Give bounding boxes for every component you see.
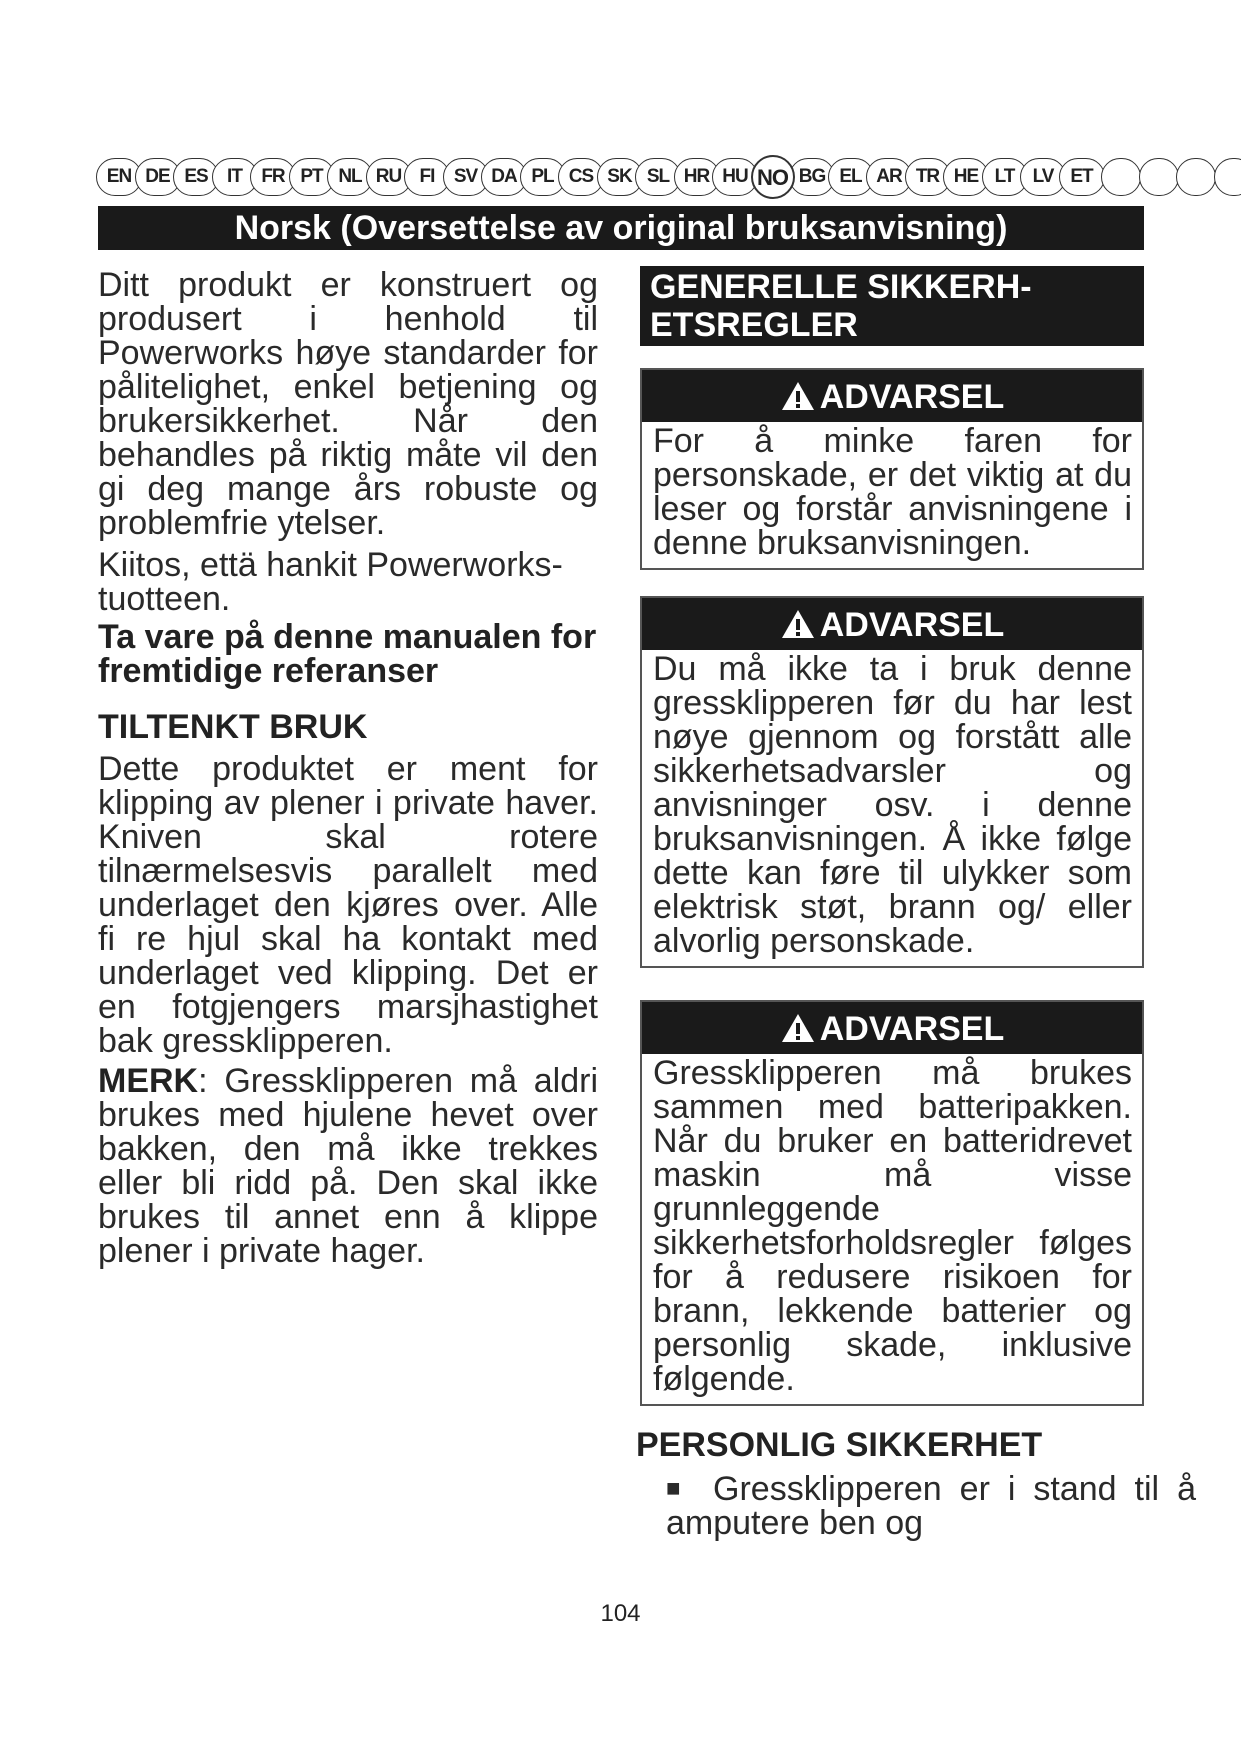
warning-triangle-icon <box>780 1012 816 1044</box>
language-tab-empty <box>1176 158 1216 196</box>
language-tab-el[interactable]: EL <box>828 158 874 196</box>
thanks-paragraph: Kiitos, että hankit Powerworks-tuotteen. <box>98 546 563 618</box>
language-tab-tr[interactable]: TR <box>905 158 951 196</box>
warning-label: ADVARSEL <box>819 606 1005 644</box>
bullet-text: Gressklipperen er i stand til å amputere ben og <box>666 1470 1196 1542</box>
warning-box-1 <box>640 368 1144 570</box>
language-tab-es[interactable]: ES <box>173 158 219 196</box>
note-text: : Gressklipperen må aldri brukes med hjulene hevet over bakken, den må ikke trekkes eller bli ridd på. Den skal ikke brukes til annet enn å klippe plener i private hager. <box>98 1062 598 1270</box>
language-tab-fr[interactable]: FR <box>250 158 296 196</box>
language-tab-ru[interactable]: RU <box>366 158 412 196</box>
warning-triangle-icon <box>780 608 816 640</box>
square-bullet-icon: ■ <box>666 1475 690 1502</box>
language-tab-hu[interactable]: HU <box>712 158 758 196</box>
warning-triangle-icon <box>780 380 816 412</box>
language-tab-fi[interactable]: FI <box>404 158 450 196</box>
general-safety-heading <box>640 266 1144 346</box>
language-tab-he[interactable]: HE <box>943 158 989 196</box>
language-tab-it[interactable]: IT <box>212 158 258 196</box>
intro-paragraph: Ditt produkt er konstruert og produsert i henhold til Powerworks høye standarder for pålitelighet, enkel betjening og brukersikkerhet. Når den behandles på riktig måte vil den gi deg mange års robuste og problemfrie ytelser. <box>98 266 598 542</box>
warning-text-3: Gressklipperen må brukes sammen med batteripakken. Når du bruker en batteridrevet maskin må visse grunnleggende sikkerhetsforholdsregler følges for å redusere risikoen for brann, lekkende batterier og personlig skade, inklusive følgende. <box>653 1054 1132 1398</box>
personal-safety-heading: PERSONLIG SIKKERHET <box>636 1426 1043 1464</box>
warning-text-1: For å minke faren for personskade, er det viktig at du leser og forstår anvisningene i denne bruksanvisningen. <box>653 422 1132 562</box>
language-tab-ar[interactable]: AR <box>866 158 912 196</box>
warning-box-2 <box>640 596 1144 968</box>
warning-header <box>642 370 1142 422</box>
intended-use-paragraph: Dette produktet er ment for klipping av plener i private haver. Kniven skal rotere tilnærmelsesvis parallelt med underlaget den kjøres over. Alle fi re hjul skal ha kontakt med underlaget ved klipping. Det er en fotgjengers marsjhastighet bak gressklipperen. <box>98 750 598 1060</box>
language-tab-empty <box>1139 158 1179 196</box>
language-tab-de[interactable]: DE <box>135 158 181 196</box>
warning-header <box>642 598 1142 650</box>
page-number: 104 <box>600 1600 641 1627</box>
language-tab-sv[interactable]: SV <box>443 158 489 196</box>
language-tab-et[interactable]: ET <box>1059 158 1105 196</box>
warning-label: ADVARSEL <box>819 1010 1005 1048</box>
keep-manual-heading: Ta vare på denne manualen for fremtidige referanser <box>98 618 597 690</box>
warning-label: ADVARSEL <box>819 378 1005 416</box>
language-tab-sl[interactable]: SL <box>635 158 681 196</box>
language-tab-cs[interactable]: CS <box>558 158 604 196</box>
language-tab-lv[interactable]: LV <box>1020 158 1066 196</box>
personal-safety-section <box>636 1428 1196 1540</box>
language-tab-hr[interactable]: HR <box>674 158 720 196</box>
warning-box-3 <box>640 1000 1144 1406</box>
warning-header <box>642 1002 1142 1054</box>
language-tab-empty <box>1101 158 1141 196</box>
warning-text-2: Du må ikke ta i bruk denne gressklipperen før du har lest nøye gjennom og forstått alle sikkerhetsadvarsler og anvisninger osv. i denne bruksanvisningen. Å ikke følge dette kan føre til ulykker som elektrisk støt, brann og/ eller alvorlig personskade. <box>653 650 1132 960</box>
note-label: MERK <box>98 1062 199 1100</box>
language-tab-pt[interactable]: PT <box>289 158 335 196</box>
general-safety-heading-line1: GENERELLE SIKKERH- <box>650 268 1032 306</box>
language-tab-bg[interactable]: BG <box>789 158 835 196</box>
language-tab-sk[interactable]: SK <box>597 158 643 196</box>
note-paragraph <box>98 1064 598 1268</box>
intended-use-heading: TILTENKT BRUK <box>98 708 368 746</box>
language-tab-pl[interactable]: PL <box>520 158 566 196</box>
general-safety-heading-line2: ETSREGLER <box>650 306 858 344</box>
language-tab-nl[interactable]: NL <box>327 158 373 196</box>
language-bar <box>96 158 1150 196</box>
language-tab-lt[interactable]: LT <box>982 158 1028 196</box>
bullet-item <box>636 1472 1196 1540</box>
language-tab-da[interactable]: DA <box>481 158 527 196</box>
left-column <box>98 268 598 1268</box>
language-tab-en[interactable]: EN <box>96 158 142 196</box>
language-tab-no[interactable]: NO <box>751 155 795 199</box>
page-title: Norsk (Oversettelse av original bruksanvisning) <box>98 206 1144 250</box>
language-tab-empty <box>1214 158 1241 196</box>
